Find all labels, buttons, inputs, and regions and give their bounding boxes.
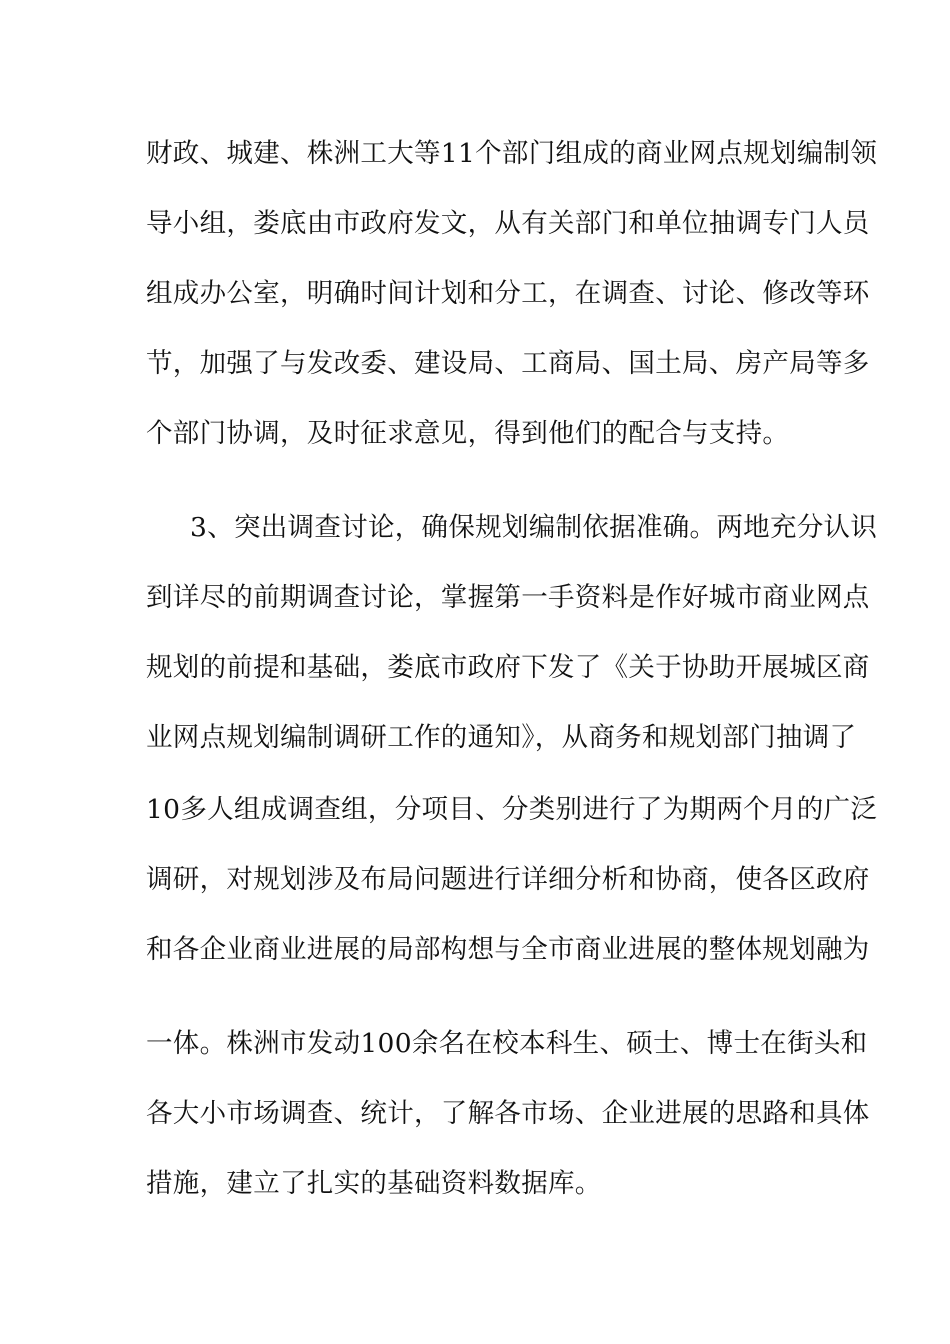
paragraph-line: 组成办公室，明确时间计划和分工，在调查、讨论、修改等环 xyxy=(146,278,870,309)
paragraph-line: 导小组，娄底由市政府发文，从有关部门和单位抽调专门人员 xyxy=(146,208,870,239)
paragraph-line: 调研，对规划涉及布局问题进行详细分析和协商，使各区政府 xyxy=(146,864,870,895)
paragraph-line: 业网点规划编制调研工作的通知》，从商务和规划部门抽调了 xyxy=(146,722,857,753)
paragraph-line: 10多人组成调查组，分项目、分类别进行了为期两个月的广泛 xyxy=(146,794,878,825)
paragraph-line: 一体。株洲市发动100余名在校本科生、硕士、博士在街头和 xyxy=(146,1028,868,1059)
paragraph-line: 个部门协调，及时征求意见，得到他们的配合与支持。 xyxy=(146,418,790,449)
paragraph-line: 节，加强了与发改委、建设局、工商局、国土局、房产局等多 xyxy=(146,348,870,379)
paragraph-line: 措施，建立了扎实的基础资料数据库。 xyxy=(146,1168,602,1199)
paragraph-line: 财政、城建、株洲工大等11个部门组成的商业网点规划编制领 xyxy=(146,138,878,169)
paragraph-line: 3、突出调查讨论，确保规划编制依据准确。两地充分认识 xyxy=(190,512,878,543)
paragraph-line: 规划的前提和基础，娄底市政府下发了《关于协助开展城区商 xyxy=(146,652,870,683)
paragraph-line: 和各企业商业进展的局部构想与全市商业进展的整体规划融为 xyxy=(146,934,870,965)
paragraph-line: 到详尽的前期调查讨论，掌握第一手资料是作好城市商业网点 xyxy=(146,582,870,613)
paragraph-line: 各大小市场调查、统计，了解各市场、企业进展的思路和具体 xyxy=(146,1098,870,1129)
